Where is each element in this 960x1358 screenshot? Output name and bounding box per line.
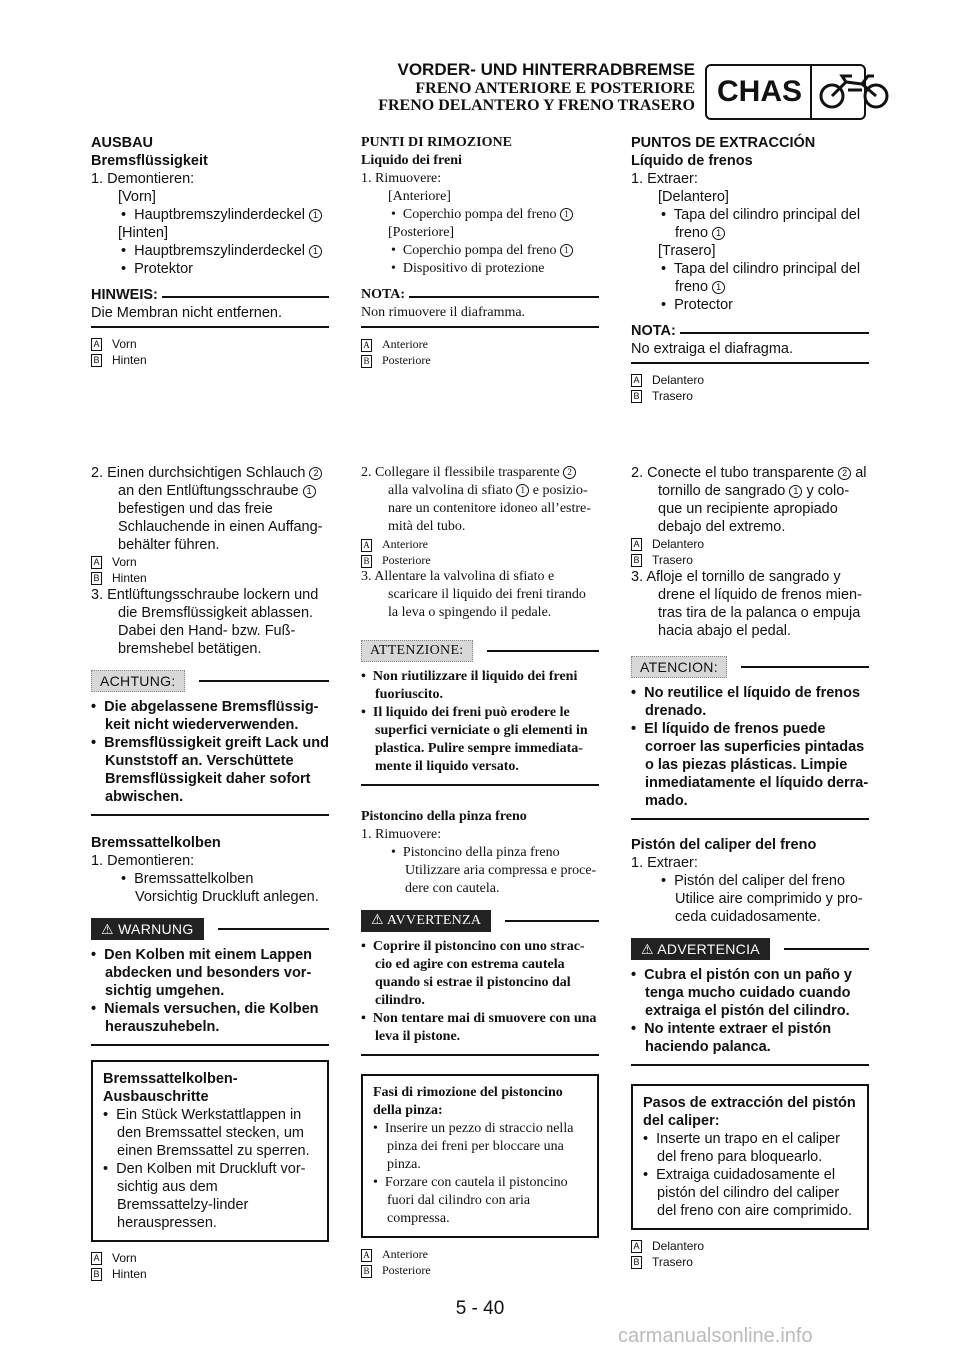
caution-item: • Non riutilizzare il liquido dei freni fuoriuscito.: [361, 669, 578, 702]
step: 1. Demontieren:: [91, 853, 195, 869]
section-title: PUNTI DI RIMOZIONE: [361, 135, 512, 150]
box-item: • Extraiga cuidadosamente el pistón del cilindro del caliper del freno con aire comprimido.: [643, 1167, 853, 1219]
watermark: carmanualsonline.info: [618, 1325, 813, 1347]
box-item: • Forzare con cautela il pistoncino fuori dal cilindro con aria compressa.: [373, 1175, 568, 1226]
note-text: No extraiga el diafragma.: [631, 341, 793, 357]
callout-1: 1: [309, 209, 322, 222]
location-label: [Posteriore]: [388, 225, 455, 240]
step: 2. Collegare il flessibile trasparente 2 alla valvolina di sfiato 1 e posizio-nare un contenitore idoneo all’estre-mità del tubo.: [361, 465, 591, 534]
step: 3. Entlüftungsschraube lockern und die Bremsflüssigkeit ablassen. Dabei den Hand- bzw. Fuß-bremshebel betätigen.: [91, 587, 319, 657]
list-item-note: Utilice aire comprimido y pro-ceda cuidadosamente.: [675, 891, 863, 925]
subsection-title: Bremssattelkolben: [91, 835, 221, 851]
caution-heading: ATENCION:: [631, 656, 869, 678]
subsection-title: Bremsflüssigkeit: [91, 153, 208, 169]
list-item: • Bremssattelkolben: [121, 871, 254, 887]
step: 1. Extraer:: [631, 855, 698, 871]
column-de: [91, 134, 329, 368]
legend: A Delantero B Trasero: [631, 1238, 869, 1270]
list-item: • Pistón del caliper del freno: [661, 873, 846, 889]
location-label: [Vorn]: [118, 189, 156, 205]
caution-heading: ATTENZIONE:: [361, 640, 599, 662]
warning-item: • Cubra el pistón con un paño y tenga mucho cuidado cuando extraiga el pistón del cilindro.: [631, 967, 852, 1019]
step: 2. Conecte el tubo transparente 2 al tornillo de sangrado 1 y colo-que un recipiente apropiado debajo del extremo.: [631, 465, 867, 535]
location-label: [Anteriore]: [388, 189, 451, 204]
location-label: [Hinten]: [118, 225, 168, 241]
warning-item: • Niemals versuchen, die Kolben herauszuhebeln.: [91, 1001, 319, 1035]
warning-icon: ⚠: [101, 921, 114, 937]
list-item: • Pistoncino della pinza freno: [391, 845, 560, 860]
column-it-lower: [361, 464, 599, 1278]
column-es-lower: [631, 464, 869, 1270]
callout-1: 1: [309, 245, 322, 258]
section-title: AUSBAU: [91, 135, 154, 151]
list-item: • Hauptbremszylinderdeckel 1: [91, 242, 329, 260]
caution-item: • Die abgelassene Bremsflüssig-keit nicht wiederverwenden.: [91, 699, 319, 733]
header-title-it: FRENO ANTERIORE E POSTERIORE: [415, 80, 695, 97]
box-title: Pasos de extracción del pistón del caliper:: [643, 1095, 856, 1129]
note-heading: HINWEIS:: [91, 286, 329, 304]
legend: A Anteriore B Posteriore: [361, 1246, 599, 1278]
box-item: • Ein Stück Werkstattlappen in den Bremssattel stecken, um einen Bremssattel zu sperren.: [103, 1107, 310, 1159]
list-item: • Coperchio pompa del freno 1: [361, 242, 599, 260]
list-item: • Protector: [661, 297, 733, 313]
caution-heading: ACHTUNG:: [91, 670, 329, 692]
step: 3. Afloje el tornillo de sangrado y drene el líquido de frenos mien-tras tira de la palanca o empuja hacia abajo el pedal.: [631, 569, 862, 639]
header-title-de: VORDER- UND HINTERRADBREMSE: [397, 60, 695, 79]
legend: A Vorn B Hinten: [91, 336, 329, 368]
chas-badge: [705, 64, 866, 120]
caution-item: • Il liquido dei freni può erodere le superfici verniciate o gli elementi in plastica. Pulire sempre immediata-mente il liquido versato.: [361, 705, 588, 774]
chas-label: CHAS: [707, 66, 812, 118]
box-title: Bremssattelkolben-Ausbauschritte: [103, 1071, 238, 1105]
location-label: [Delantero]: [658, 189, 729, 205]
procedure-box: [631, 1084, 869, 1230]
warning-item: • No intente extraer el pistón haciendo palanca.: [631, 1021, 832, 1055]
subsection-title: Líquido de frenos: [631, 153, 753, 169]
page-number: 5 - 40: [455, 1298, 505, 1319]
legend: A Delantero B Trasero: [631, 536, 869, 568]
box-item: • Inserte un trapo en el caliper del freno para bloquearlo.: [643, 1131, 840, 1165]
list-item: • Protektor: [121, 261, 193, 277]
column-de-lower: [91, 464, 329, 1282]
caution-item: • Bremsflüssigkeit greift Lack und Kunststoff an. Verschüttete Bremsflüssigkeit daher sofort abwischen.: [91, 735, 329, 805]
procedure-box: [91, 1060, 329, 1242]
list-item: • Coperchio pompa del freno 1: [361, 206, 599, 224]
procedure-box: [361, 1074, 599, 1238]
list-item-note: Utilizzare aria compressa e proce-dere con cautela.: [405, 863, 597, 896]
section-title: PUNTOS DE EXTRACCIÓN: [631, 135, 816, 151]
box-title: Fasi di rimozione del pistoncino della pinza:: [373, 1085, 563, 1118]
column-it: [361, 134, 599, 368]
warning-heading: ⚠ AVVERTENZA: [361, 910, 599, 932]
legend: A Anteriore B Posteriore: [361, 336, 599, 368]
caution-item: • El líquido de frenos puede corroer las superficies pintadas o las piezas plásticas. Limpie inmediatamente el líquido derra-mado.: [631, 721, 869, 809]
subsection-title: Pistón del caliper del freno: [631, 837, 817, 853]
step: 2. Einen durchsichtigen Schlauch 2 an den Entlüftungsschraube 1 befestigen und das freie Schlauchende in einen Auffang-behälter führen.: [91, 465, 323, 553]
location-label: [Trasero]: [658, 243, 716, 259]
warning-icon: ⚠: [371, 913, 384, 928]
step: 1. Rimuovere:: [361, 827, 442, 842]
subsection-title: Pistoncino della pinza freno: [361, 809, 527, 824]
note-text: Non rimuovere il diaframma.: [361, 305, 526, 320]
warning-item: • Non tentare mai di smuovere con una leva il pistone.: [361, 1011, 597, 1044]
list-item: • Dispositivo di protezione: [391, 261, 545, 276]
step: 1. Demontieren:: [91, 171, 195, 187]
warning-item: • Den Kolben mit einem Lappen abdecken und besonders vor-sichtig umgehen.: [91, 947, 312, 999]
note-heading: NOTA:: [631, 322, 869, 340]
box-item: • Inserire un pezzo di straccio nella pinza dei freni per bloccare una pinza.: [373, 1121, 574, 1172]
caution-item: • No reutilice el líquido de frenos drenado.: [631, 685, 861, 719]
warning-item: • Coprire il pistoncino con uno strac-cio ed agire con estrema cautela quando si estrae il pistoncino dal cilindro.: [361, 939, 585, 1008]
list-item: • Tapa del cilindro principal del freno 1: [661, 207, 861, 241]
legend: A Vorn B Hinten: [91, 1250, 329, 1282]
subsection-title: Liquido dei freni: [361, 153, 462, 168]
note-text: Die Membran nicht entfernen.: [91, 305, 283, 321]
legend: A Anteriore B Posteriore: [361, 536, 599, 568]
list-item: • Tapa del cilindro principal del freno 1: [661, 261, 861, 295]
legend: A Vorn B Hinten: [91, 554, 329, 586]
step: 1. Rimuovere:: [361, 171, 442, 186]
warning-icon: ⚠: [641, 941, 654, 957]
column-es: [631, 134, 869, 404]
motorcycle-icon: [812, 70, 890, 115]
step: 3. Allentare la valvolina di sfiato e scaricare il liquido dei freni tirando la leva o spingendo il pedale.: [361, 569, 586, 620]
step: 1. Extraer:: [631, 171, 698, 187]
list-item: • Hauptbremszylinderdeckel 1: [91, 206, 329, 224]
list-item-note: Vorsichtig Druckluft anlegen.: [135, 889, 319, 905]
header-title-es: FRENO DELANTERO Y FRENO TRASERO: [378, 97, 695, 114]
warning-heading: ⚠ WARNUNG: [91, 918, 329, 940]
warning-heading: ⚠ ADVERTENCIA: [631, 938, 869, 960]
note-heading: NOTA:: [361, 286, 599, 304]
legend: A Delantero B Trasero: [631, 372, 869, 404]
box-item: • Den Kolben mit Druckluft vor-sichtig aus dem Bremssattelzy-linder herauspressen.: [103, 1161, 306, 1231]
